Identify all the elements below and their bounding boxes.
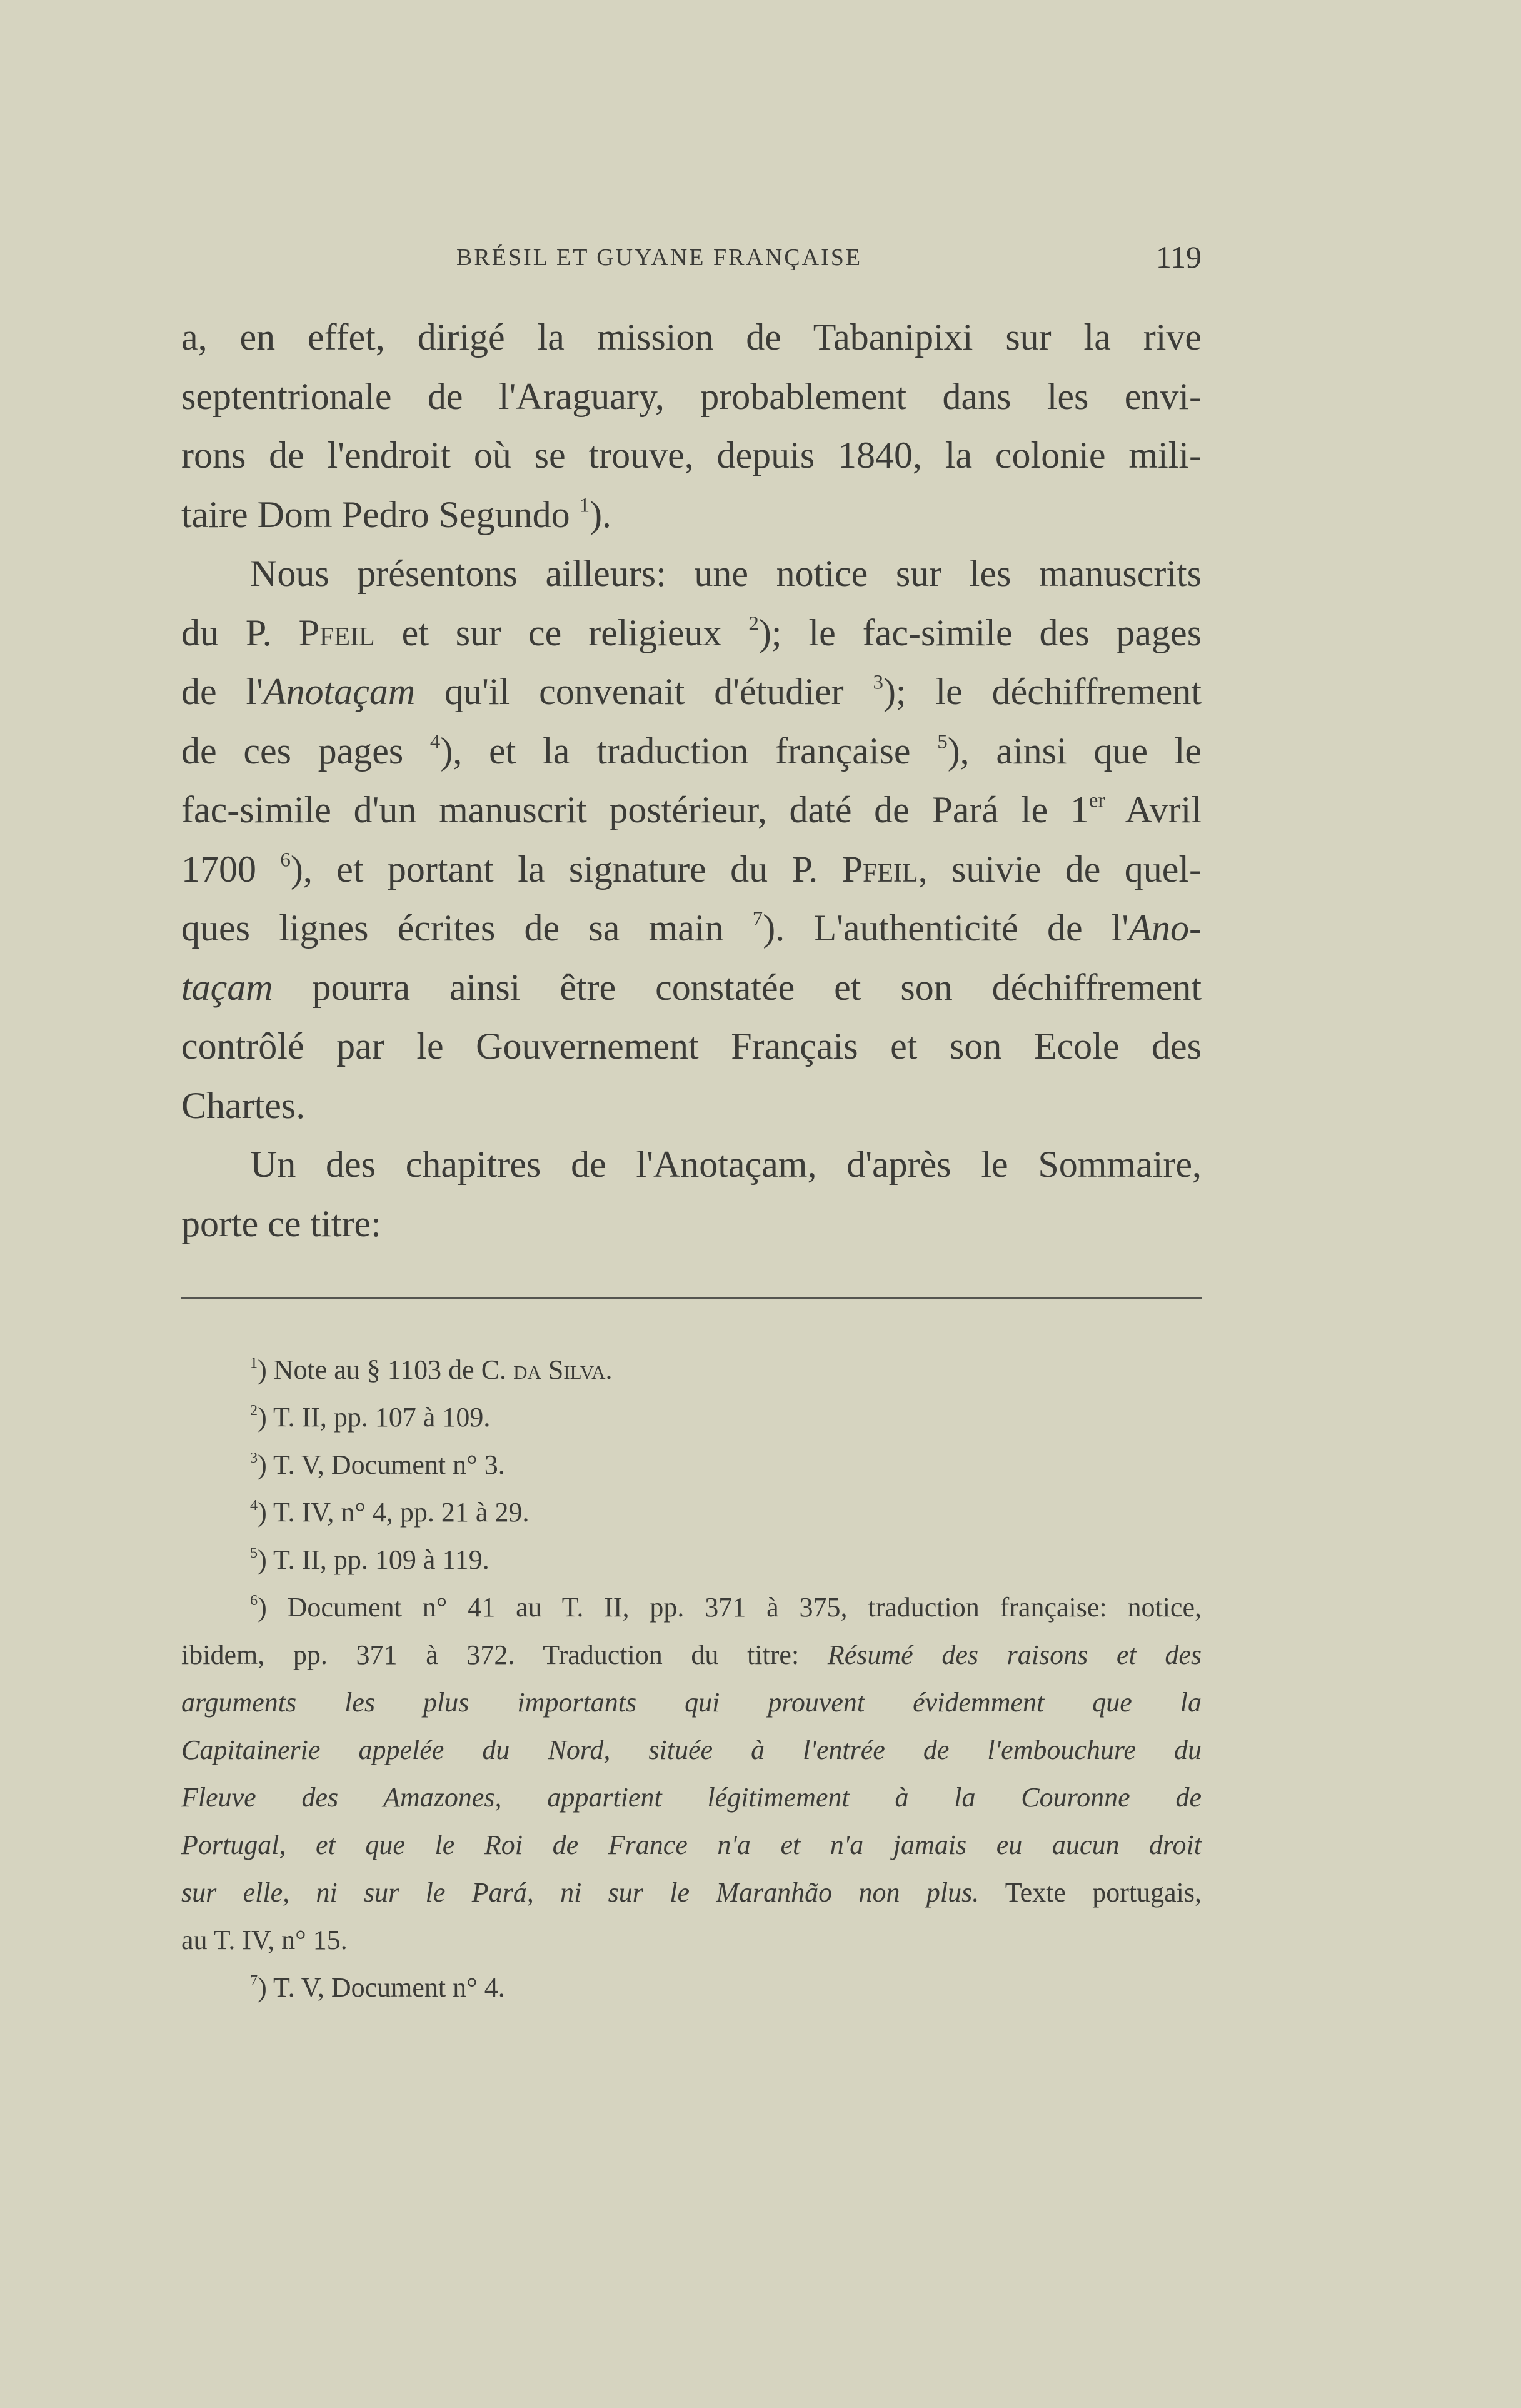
footnote-ref: 4	[429, 730, 441, 753]
author-name: Pfeil	[841, 848, 918, 890]
page-number: 119	[1155, 239, 1202, 275]
footnote-ref: 7	[752, 907, 763, 930]
footnote-ref: 6	[280, 848, 291, 871]
running-title: BRÉSIL ET GUYANE FRANÇAISE	[456, 244, 863, 271]
footnote: $^5$) T. II, pp. 109 à 119.	[250, 1544, 489, 1575]
footnote-ref: 5	[937, 730, 948, 753]
footnote: $^3$) T. V, Document n° 3.	[250, 1449, 505, 1480]
main-text	[181, 308, 1202, 1253]
footnote-ref: 1	[579, 493, 590, 516]
footnote-ref: 3	[873, 671, 883, 694]
text-line: taçam pourra ainsi être constatée et son déchiffrement	[181, 966, 1202, 1008]
text-line: du P. Pfeil et sur ce religieux $^2$); le fac-simile des pages	[181, 612, 1202, 653]
text-line: taire Dom Pedro Segundo $^1$).	[181, 493, 612, 535]
text-line: de l'Anotaçam qu'il convenait d'étudier $^3$); le déchiffrement	[181, 671, 1202, 712]
text-line: Chartes.	[181, 1084, 306, 1126]
text-line: Un des chapitres de l'Anotaçam, d'après le Sommaire,	[250, 1144, 1202, 1185]
text-line: septentrionale de l'Araguary, probablement dans les envi-	[181, 375, 1202, 417]
text-line: rons de l'endroit où se trouve, depuis 1840, la colonie mili-	[181, 435, 1202, 476]
footnote-line: au T. IV, n° 15.	[181, 1925, 348, 1955]
footnote-line: arguments les plus importants qui prouvent évidemment que la	[181, 1687, 1202, 1718]
footnote-line: Portugal, et que le Roi de France n'a et n'a jamais eu aucun droit	[181, 1830, 1202, 1860]
text-line: ques lignes écrites de sa main $^7$). L'authenticité de l'Ano-	[181, 907, 1202, 949]
footnote-line: Fleuve des Amazones, appartient légitimement à la Couronne de	[181, 1782, 1202, 1813]
footnote-ref: 2	[748, 612, 759, 635]
text-line: a, en effet, dirigé la mission de Tabanipixi sur la rive	[181, 316, 1202, 358]
text-line: de ces pages $^4$), et la traduction française $^5$), ainsi que le	[181, 730, 1202, 772]
footnote: $^2$) T. II, pp. 107 à 109.	[250, 1401, 491, 1433]
text-line: fac-simile d'un manuscrit postérieur, daté de Pará le 1er Avril	[181, 789, 1202, 830]
footnote-line: Capitainerie appelée du Nord, située à l'entrée de l'embouchure du	[181, 1735, 1202, 1765]
page-header	[181, 239, 1202, 276]
footnote: $^1$) Note au § 1103 de C. da Silva.	[250, 1354, 613, 1385]
footnote: $^4$) T. IV, n° 4, pp. 21 à 29.	[250, 1496, 530, 1528]
text-line: porte ce titre:	[181, 1202, 381, 1244]
footnote: $^6$) Document n° 41 au T. II, pp. 371 à 375, traduction française: notice,	[250, 1591, 1202, 1623]
author-name: Pfeil	[298, 612, 375, 653]
text-line: Nous présentons ailleurs: une notice sur les manuscrits	[250, 553, 1202, 594]
footnote-line: sur elle, ni sur le Pará, ni sur le Maranhão non plus. Texte portugais,	[181, 1877, 1202, 1908]
footnote: $^7$) T. V, Document n° 4.	[250, 1972, 505, 2003]
text-line: 1700 $^6$), et portant la signature du P. Pfeil, suivie de quel-	[181, 848, 1202, 890]
text-line: contrôlé par le Gouvernement Français et son Ecole des	[181, 1025, 1202, 1067]
footnote-divider	[181, 1297, 1202, 1299]
footnotes	[181, 1346, 1202, 2012]
footnote-line: ibidem, pp. 371 à 372. Traduction du titre: Résumé des raisons et des	[181, 1640, 1202, 1670]
